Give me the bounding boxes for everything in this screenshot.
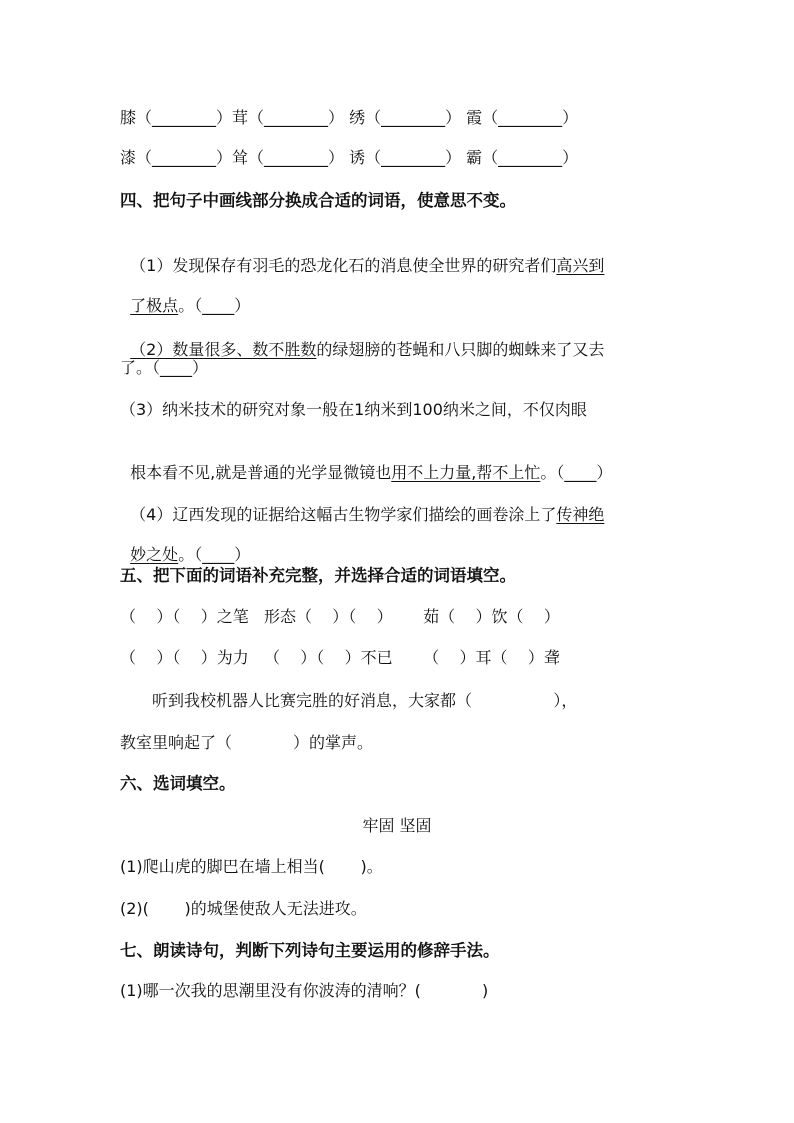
- sec4-q4-line2: [120, 522, 250, 566]
- sec4-q4-text: （4）辽西发现的证据给这幅古生物学家们描绘的画卷涂上了: [130, 505, 557, 524]
- sec6-q1: (1)爬山虎的脚巴在墙上相当( )。: [120, 857, 383, 876]
- sec5-paragraph-line2: 教室里响起了（ ）的掌声。: [120, 733, 374, 752]
- sec7-q1: (1)哪一次我的思潮里没有你波涛的清响？( ): [120, 981, 489, 1000]
- sec4-q3-underline: 用不上力量,帮不上忙: [391, 463, 541, 482]
- sec5-words-row-2: （ ）（ ）为力 （ ）（ ）不已 （ ）耳（ ）聋: [120, 648, 560, 667]
- sec4-q3-blank: 。（____）: [540, 463, 613, 482]
- sec4-q1-underline-a: 高兴到: [556, 256, 605, 275]
- sec4-q4-underline-a: 传神绝: [556, 505, 605, 524]
- sec4-q3-line2: [120, 440, 612, 484]
- sec4-q4-blank: 。（____）: [178, 545, 251, 564]
- sec4-q3-line1: （3）纳米技术的研究对象一般在1纳米到100纳米之间，不仅肉眼: [120, 400, 587, 419]
- section-4-title: 四、把句子中画线部分换成合适的词语，使意思不变。: [120, 191, 516, 210]
- char-row-2: 漆（________）耸（________） 诱（________） 霸（________）: [120, 148, 579, 167]
- sec4-q2-line2: 了。（____）: [120, 358, 209, 377]
- section-7-title: 七、朗读诗句，判断下列诗句主要运用的修辞手法。: [120, 941, 500, 960]
- char-row-1: 膝（________）茸（________） 绣（________） 霞（________）: [120, 108, 579, 127]
- sec4-q4-line1: [120, 482, 604, 526]
- sec4-q1-underline-b: 了极点: [130, 296, 179, 315]
- sec4-q2-underline: （2）数量很多、数不胜数: [130, 340, 317, 359]
- sec4-q2-text: 的绿翅膀的苍蝇和八只脚的蜘蛛来了又去: [316, 340, 605, 359]
- sec6-word-options: 牢固 坚固: [362, 816, 432, 835]
- sec4-q1-line1: [120, 233, 604, 277]
- section-6-title: 六、选词填空。: [120, 774, 236, 793]
- sec4-q4-underline-b: 妙之处: [130, 545, 179, 564]
- sec4-q1-blank: 。（____）: [178, 296, 251, 315]
- sec6-q2: (2)( )的城堡使敌人无法进攻。: [120, 899, 367, 918]
- section-5-title: 五、把下面的词语补充完整，并选择合适的词语填空。: [120, 566, 516, 585]
- sec4-q2-line1: [120, 317, 604, 361]
- sec4-q1-line2: [120, 273, 250, 317]
- sec5-paragraph-line1: 听到我校机器人比赛完胜的好消息，大家都（ ），: [152, 691, 578, 710]
- sec5-words-row-1: （ ）（ ）之笔 形态（ ）（ ） 茹（ ）饮（ ）: [120, 607, 560, 626]
- sec4-q1-text: （1）发现保存有羽毛的恐龙化石的消息使全世界的研究者们: [130, 256, 557, 275]
- sec4-q3-text: 根本看不见,就是普通的光学显微镜也: [130, 463, 392, 482]
